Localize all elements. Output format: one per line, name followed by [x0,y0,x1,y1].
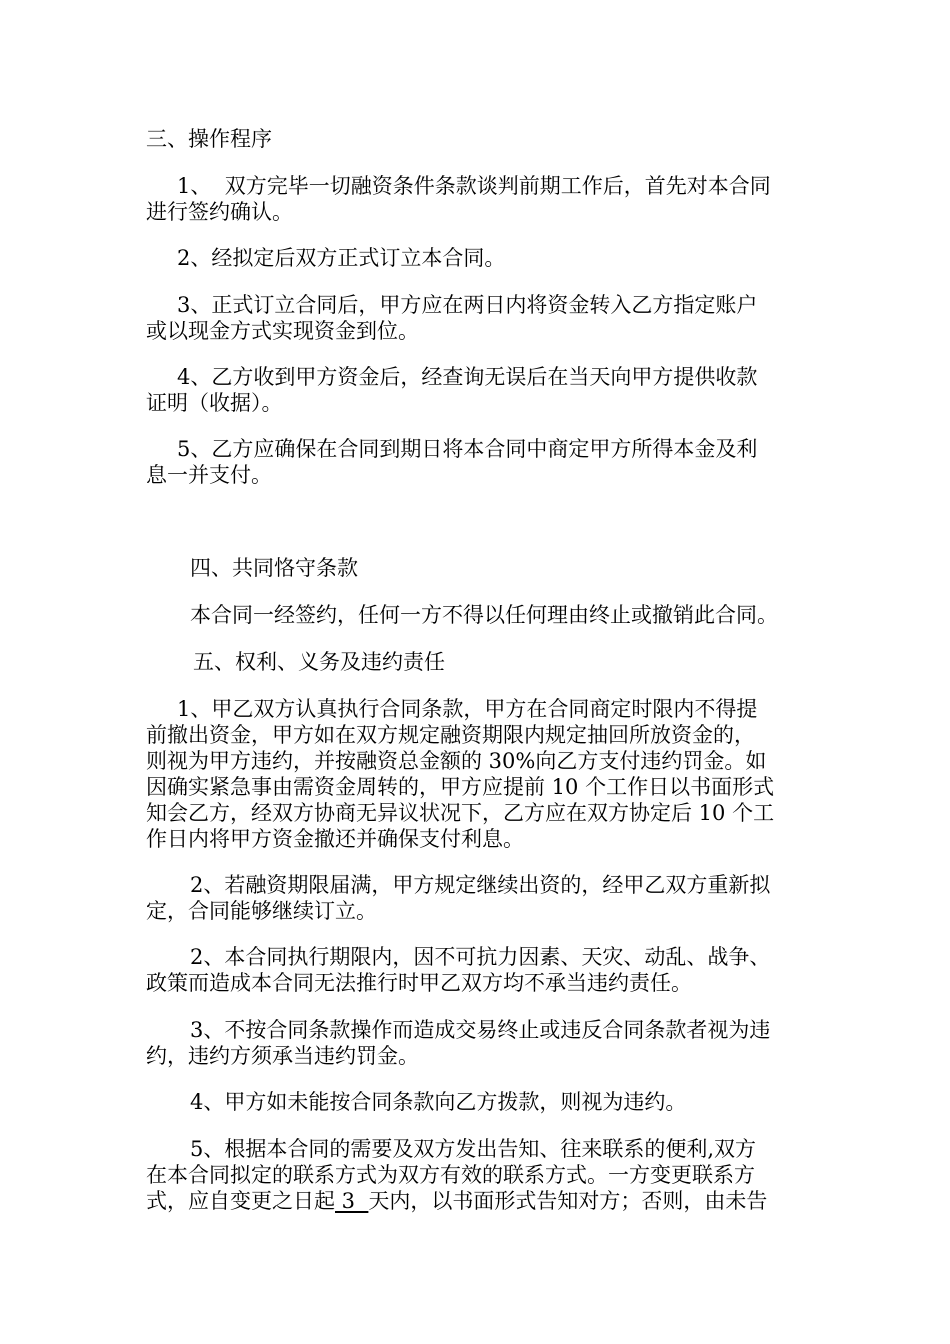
paragraph-line: 因确实紧急事由需资金周转的，甲方应提前 10 个工作日以书面形式 [146,775,775,799]
paragraph-line: 知会乙方，经双方协商无异议状况下，乙方应在双方协定后 10 个工 [146,801,775,825]
section-heading-mutual-terms: 四、共同恪守条款 [190,556,358,580]
paragraph-line: 2、经拟定后双方正式订立本合同。 [177,246,506,270]
paragraph-line: 定，合同能够继续订立。 [146,899,377,923]
paragraph-line: 息一并支付。 [146,463,272,487]
text-before-blank: 式，应自变更之日起 [146,1189,335,1213]
paragraph-line: 1、 双方完毕一切融资条件条款谈判前期工作后，首先对本合同 [177,174,771,198]
paragraph-line: 5、根据本合同的需要及双方发出告知、往来联系的便利,双方 [190,1137,757,1161]
paragraph-line: 4、甲方如未能按合同条款向乙方拨款，则视为违约。 [190,1090,687,1114]
paragraph-line: 或以现金方式实现资金到位。 [146,319,419,343]
paragraph-line: 3、正式订立合同后，甲方应在两日内将资金转入乙方指定账户 [177,293,758,317]
paragraph-line: 证明（收据）。 [146,391,283,415]
paragraph-line: 前撤出资金，甲方如在双方规定融资期限内规定抽回所放资金的， [146,723,755,747]
paragraph-line: 约，违约方须承当违约罚金。 [146,1044,419,1068]
section-heading-rights-obligations: 五、权利、义务及违约责任 [193,650,445,674]
paragraph-line: 5、乙方应确保在合同到期日将本合同中商定甲方所得本金及利 [177,437,758,461]
paragraph-line: 1、甲乙双方认真执行合同条款，甲方在合同商定时限内不得提 [177,697,758,721]
paragraph-line: 2、若融资期限届满，甲方规定继续出资的，经甲乙双方重新拟 [190,873,771,897]
paragraph-line: 4、乙方收到甲方资金后，经查询无误后在当天向甲方提供收款 [177,365,758,389]
paragraph-line: 进行签约确认。 [146,200,293,224]
filled-blank-days: 3 [335,1189,369,1213]
paragraph-line: 作日内将甲方资金撤还并确保支付利息。 [146,827,524,851]
paragraph-line: 本合同一经签约，任何一方不得以任何理由终止或撤销此合同。 [190,603,778,627]
paragraph-line: 政策而造成本合同无法推行时甲乙双方均不承当违约责任。 [146,971,692,995]
paragraph-line: 则视为甲方违约，并按融资总金额的 30%向乙方支付违约罚金。如 [146,749,767,773]
paragraph-line: 2、本合同执行期限内，因不可抗力因素、天灾、动乱、战争、 [190,945,771,969]
section-heading-operation: 三、操作程序 [146,127,272,151]
paragraph-line [146,1189,767,1213]
text-after-blank: 天内，以书面形式告知对方；否则，由未告 [368,1189,768,1213]
paragraph-line: 3、不按合同条款操作而造成交易终止或违反合同条款者视为违 [190,1018,771,1042]
paragraph-line: 在本合同拟定的联系方式为双方有效的联系方式。一方变更联系方 [146,1163,755,1187]
